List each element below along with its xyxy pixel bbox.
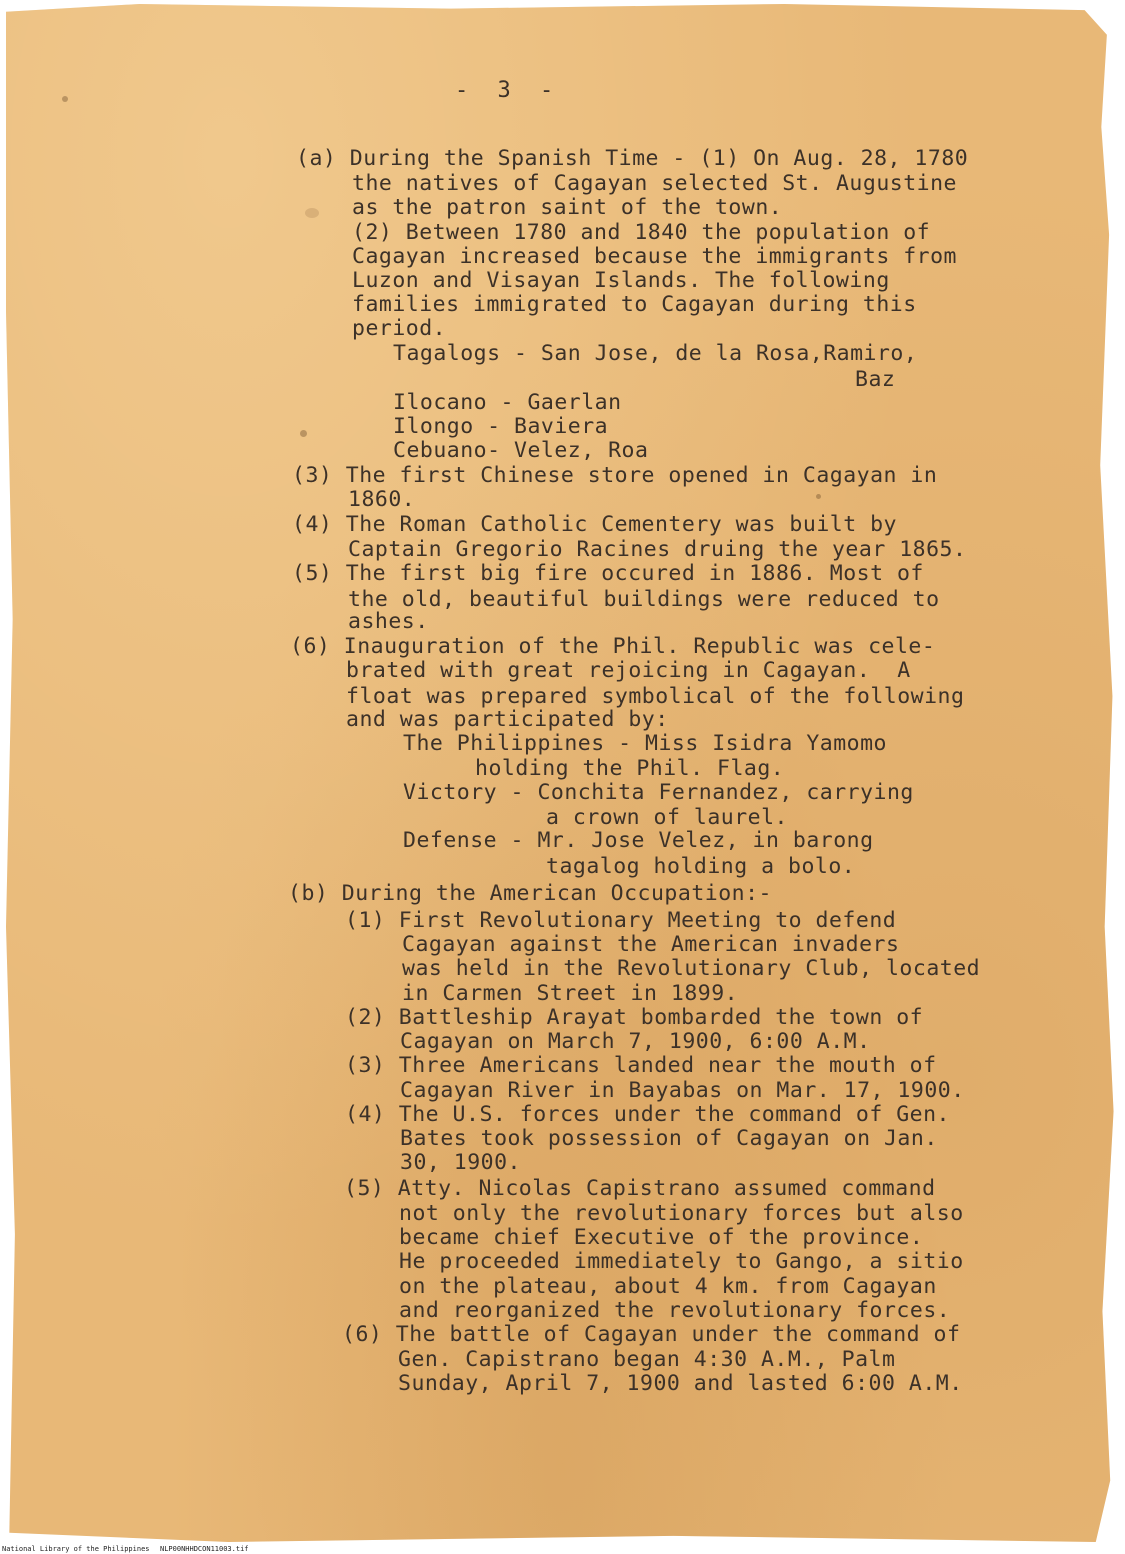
ink-smudge bbox=[300, 430, 307, 437]
text-line: was held in the Revolutionary Club, located bbox=[402, 956, 981, 981]
text-line: (2) Between 1780 and 1840 the population of bbox=[352, 220, 931, 245]
text-line: (5) Atty. Nicolas Capistrano assumed command bbox=[344, 1176, 936, 1201]
text-line: Gen. Capistrano began 4:30 A.M., Palm bbox=[398, 1347, 896, 1372]
text-line: (4) The Roman Catholic Cementery was built by bbox=[292, 512, 897, 537]
text-line: the old, beautiful buildings were reduced to bbox=[348, 587, 940, 612]
scan-footer bbox=[0, 1545, 1125, 1554]
footer-library-name: National Library of the Philippines bbox=[2, 1545, 150, 1553]
text-line: The Philippines - Miss Isidra Yamomo bbox=[403, 731, 887, 756]
text-line: Ilongo - Baviera bbox=[393, 414, 609, 439]
page-number: - 3 - bbox=[455, 78, 562, 103]
text-line: in Carmen Street in 1899. bbox=[402, 981, 739, 1006]
text-line: Cagayan on March 7, 1900, 6:00 A.M. bbox=[400, 1029, 871, 1054]
text-line: ashes. bbox=[348, 609, 429, 634]
text-line: (3) The first Chinese store opened in Cagayan in bbox=[292, 463, 938, 488]
text-line: not only the revolutionary forces but also bbox=[399, 1201, 964, 1226]
ink-smudge bbox=[305, 208, 319, 218]
text-line: Cagayan against the American invaders bbox=[402, 932, 900, 957]
text-line: brated with great rejoicing in Cagayan. A bbox=[346, 658, 911, 683]
text-line: (6) Inauguration of the Phil. Republic was cele- bbox=[290, 634, 936, 659]
ink-smudge bbox=[816, 494, 821, 499]
text-line: float was prepared symbolical of the following bbox=[346, 684, 965, 709]
footer-file-name: NLP00NHHDCON11003.tif bbox=[160, 1545, 249, 1553]
ink-smudge bbox=[62, 96, 68, 102]
text-line: Luzon and Visayan Islands. The following bbox=[352, 268, 890, 293]
text-line: the natives of Cagayan selected St. Augustine bbox=[352, 171, 957, 196]
text-line: Cagayan River in Bayabas on Mar. 17, 1900. bbox=[400, 1078, 965, 1103]
text-line: a crown of laurel. bbox=[546, 805, 788, 830]
text-line: Cagayan increased because the immigrants from bbox=[352, 244, 957, 269]
text-line: (4) The U.S. forces under the command of Gen. bbox=[345, 1102, 950, 1127]
text-line: as the patron saint of the town. bbox=[352, 195, 783, 220]
text-line: He proceeded immediately to Gango, a sitio bbox=[399, 1249, 964, 1274]
text-line: (5) The first big fire occured in 1886. Most of bbox=[292, 561, 924, 586]
text-line: and was participated by: bbox=[346, 707, 669, 732]
text-line: Victory - Conchita Fernandez, carrying bbox=[403, 780, 914, 805]
text-line: Cebuano- Velez, Roa bbox=[393, 438, 649, 463]
text-line: 1860. bbox=[348, 487, 416, 512]
text-line: Bates took possession of Cagayan on Jan. bbox=[400, 1126, 938, 1151]
text-line: tagalog holding a bolo. bbox=[546, 854, 856, 879]
text-line: Sunday, April 7, 1900 and lasted 6:00 A.M. bbox=[398, 1371, 963, 1396]
text-line: Defense - Mr. Jose Velez, in barong bbox=[403, 828, 874, 853]
text-line: Ilocano - Gaerlan bbox=[393, 390, 622, 415]
text-line: (a) During the Spanish Time - (1) On Aug. 28, 1780 bbox=[296, 146, 969, 171]
text-line: (6) The battle of Cagayan under the command of bbox=[342, 1322, 961, 1347]
text-line: Captain Gregorio Racines druing the year 1865. bbox=[348, 537, 967, 562]
text-line: Tagalogs - San Jose, de la Rosa,Ramiro, bbox=[393, 341, 918, 366]
text-line: period. bbox=[352, 316, 447, 341]
text-line: Baz bbox=[855, 367, 896, 392]
text-line: (2) Battleship Arayat bombarded the town of bbox=[345, 1005, 924, 1030]
text-line: families immigrated to Cagayan during this bbox=[352, 292, 917, 317]
text-line: (b) During the American Occupation:- bbox=[288, 881, 772, 906]
text-line: and reorganized the revolutionary forces. bbox=[399, 1298, 951, 1323]
text-line: 30, 1900. bbox=[400, 1150, 521, 1175]
text-line: (1) First Revolutionary Meeting to defend bbox=[345, 908, 897, 933]
text-line: (3) Three Americans landed near the mouth of bbox=[345, 1053, 937, 1078]
text-line: on the plateau, about 4 km. from Cagayan bbox=[399, 1274, 937, 1299]
text-line: holding the Phil. Flag. bbox=[475, 756, 785, 781]
text-line: became chief Executive of the province. bbox=[399, 1225, 924, 1250]
